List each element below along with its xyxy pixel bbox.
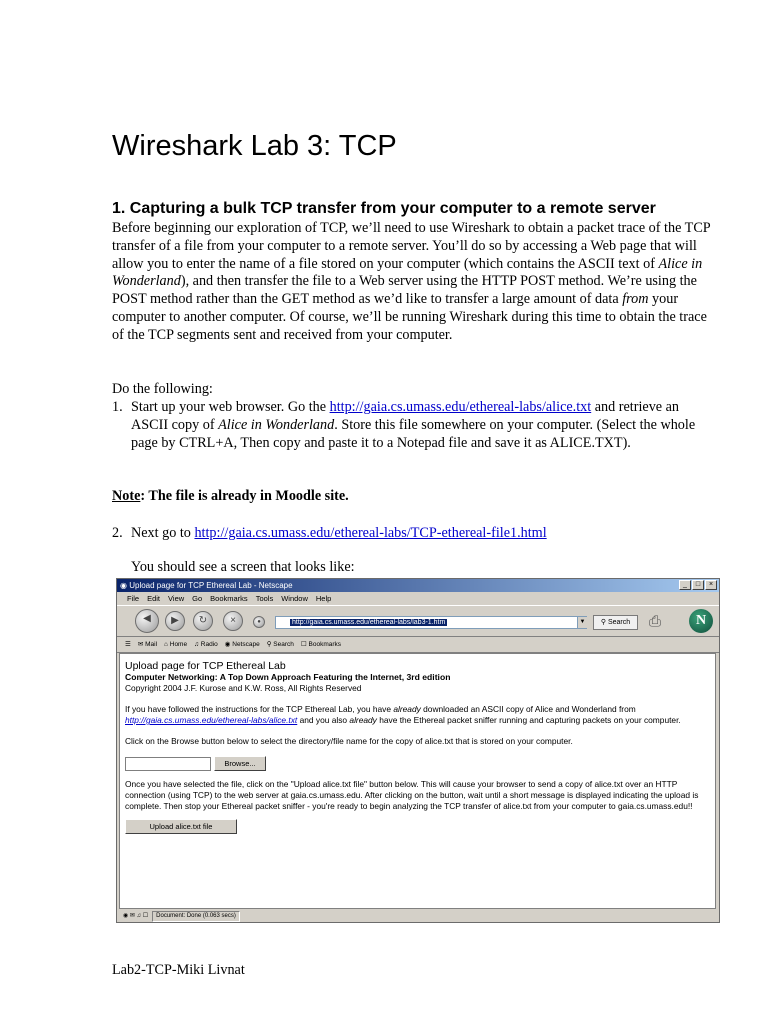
search-label: Search [607, 619, 631, 626]
step-1-text-a: Start up your web browser. Go the [131, 399, 330, 415]
bookmark-home[interactable]: ⌂ Home [164, 641, 188, 648]
upload-p1-d: and you also [297, 715, 350, 725]
upload-page-copyright: Copyright 2004 J.F. Kurose and K.W. Ross, All Rights Reserved [125, 683, 362, 693]
browser-status-bar [119, 911, 717, 922]
forward-icon[interactable]: ▶ [165, 611, 185, 631]
upload-instructions-2: Click on the Browse button below to select the directory/file name for the copy of alice.txt that is stored on your computer. [125, 736, 573, 746]
search-icon: ⚲ [600, 619, 606, 626]
menu-window[interactable]: Window [281, 594, 308, 603]
stop-icon[interactable]: × [223, 611, 243, 631]
screen-intro: You should see a screen that looks like: [131, 559, 355, 575]
close-icon[interactable]: × [705, 580, 717, 590]
reload-icon[interactable]: ↻ [193, 611, 213, 631]
upload-page-title: Upload page for TCP Ethereal Lab [125, 660, 286, 672]
section-heading: 1. Capturing a bulk TCP transfer from your computer to a remote server [112, 200, 656, 217]
step-2-number: 2. [112, 525, 123, 541]
window-buttons [679, 580, 717, 590]
note-text: : The file is already in Moodle site. [140, 488, 349, 504]
upload-p1-b: already [393, 704, 421, 714]
tcp-file-link[interactable]: http://gaia.cs.umass.edu/ethereal-labs/TCP-ethereal-file1.html [194, 525, 547, 541]
menu-help[interactable]: Help [315, 594, 332, 603]
menu-view[interactable]: View [168, 594, 185, 603]
file-path-input[interactable] [125, 757, 211, 771]
upload-p1-f: have the Ethereal packet sniffer running and capturing packets on your computer. [376, 715, 681, 725]
intro-text-2: ), and then transfer the file to a Web server using the HTTP POST method. We’re using the POST method rather than the GET method as we’d like to transfer a large amount of data [112, 273, 697, 308]
bookmark-bookmarks[interactable]: ☐ Bookmarks [300, 641, 342, 648]
browser-window-title: Upload page for TCP Ethereal Lab - Netscape [129, 581, 293, 590]
page-footer: Lab2-TCP-Miki Livnat [112, 962, 245, 978]
personal-toolbar-grip: ☰ [125, 641, 131, 648]
upload-page-subtitle: Computer Networking: A Top Down Approach Featuring the Internet, 3rd edition [125, 672, 451, 682]
upload-p1-e: already [349, 715, 377, 725]
step-1-text-b: and retrieve an ASCII copy of [131, 399, 680, 433]
browser-menu-bar [117, 592, 719, 605]
url-input[interactable] [275, 616, 587, 629]
menu-tools[interactable]: Tools [255, 594, 274, 603]
alice-txt-link[interactable]: http://gaia.cs.umass.edu/ethereal-labs/alice.txt [329, 399, 592, 415]
minimize-icon[interactable]: _ [679, 580, 691, 590]
intro-emphasis-1: Alice in Wonderland [112, 255, 703, 290]
step-1-number: 1. [112, 399, 123, 415]
document-title: Wireshark Lab 3: TCP [112, 130, 397, 162]
status-icons: ◉ ✉ ♫ ☐ [123, 913, 149, 919]
browser-screenshot [116, 578, 720, 923]
bookmark-search[interactable]: ⚲ Search [266, 641, 294, 648]
bookmark-netscape[interactable]: ◉ Netscape [224, 641, 260, 648]
note-label: Note [112, 488, 141, 504]
navigation-toolbar [117, 605, 719, 637]
step-2-text-a: Next go to [131, 525, 195, 541]
upload-alice-link[interactable]: http://gaia.cs.umass.edu/ethereal-labs/alice.txt [125, 715, 298, 725]
upload-instructions-3: Once you have selected the file, click on the "Upload alice.txt file" button below. This will cause your browser to send a copy of alice.txt over an HTTP connection (using TCP) to the web server at gaia.cs.umass.edu. After clicking on the button, wait until a short message is displayed indicating the upload is complete. Then stop your Ethereal packet sniffer - you're ready to begin analyzing the TCP transfer of alice.txt from your computer to gaia.cs.umass.edu!! [125, 779, 699, 811]
status-text: Document: Done (0.063 secs) [152, 911, 240, 922]
bookmark-bookmarks-label: Bookmarks [308, 641, 342, 648]
intro-text-3: your computer to another computer. Of course, we’ll be running Wireshark during this time to obtain the trace of the TCP segments sent and received from your computer. [112, 291, 707, 343]
bookmark-netscape-label: Netscape [232, 641, 260, 648]
bookmark-mail-label: Mail [145, 641, 158, 648]
step-1-text-c: . Store this file somewhere on your computer. (Select the whole page by CTRL+A, Then copy and paste it to a Notepad file and save it as ALICE.TXT). [131, 416, 696, 451]
intro-emphasis-2: from [622, 291, 649, 308]
menu-edit[interactable]: Edit [147, 594, 161, 603]
intro-paragraph [112, 220, 712, 345]
upload-instructions-1 [125, 704, 709, 726]
step-1-emphasis: Alice in Wonderland [218, 416, 335, 433]
netscape-logo: N [689, 609, 713, 633]
menu-bookmarks[interactable]: Bookmarks [210, 594, 248, 603]
browser-title-bar [117, 579, 719, 592]
menu-go[interactable]: Go [192, 594, 203, 603]
bookmark-radio[interactable]: ♫ Radio [194, 641, 218, 648]
maximize-icon[interactable]: □ [692, 580, 704, 590]
step-1-text [131, 399, 711, 452]
bookmark-mail[interactable]: ✉ Mail [137, 641, 158, 648]
step-2-text [131, 525, 711, 543]
url-dropdown-icon[interactable]: ▼ [577, 617, 587, 628]
print-icon[interactable]: ⎙ [649, 613, 662, 630]
bookmark-search-label: Search [273, 641, 294, 648]
back-icon[interactable]: ◀ [135, 609, 159, 633]
note-line [112, 488, 712, 506]
location-icon: ● [253, 616, 265, 628]
browser-content [119, 653, 716, 909]
upload-p1-c: downloaded an ASCII copy of Alice and Wonderland from [420, 704, 636, 714]
search-button[interactable] [593, 615, 638, 630]
upload-file-button[interactable]: Upload alice.txt file [125, 819, 237, 834]
bookmark-radio-label: Radio [200, 641, 218, 648]
personal-toolbar [117, 637, 719, 653]
upload-p1-a: If you have followed the instructions for the TCP Ethereal Lab, you have [125, 704, 394, 714]
do-following: Do the following: [112, 381, 213, 397]
browse-button[interactable]: Browse... [214, 756, 266, 771]
netscape-window-icon: ◉ [120, 581, 127, 590]
bookmark-home-label: Home [169, 641, 188, 648]
menu-file[interactable]: File [127, 594, 140, 603]
file-picker-row [125, 756, 709, 771]
url-text: http://gaia.cs.umass.edu/ethereal-labs/lab3-1.htm [292, 619, 446, 626]
intro-text-1: Before beginning our exploration of TCP, we’ll need to use Wireshark to obtain a packet trace of the TCP transfer of a file from your computer to a remote server. You’ll do so by accessing a Web page that will allow you to enter the name of a file stored on your computer (which contains the ASCII text of [112, 220, 711, 272]
